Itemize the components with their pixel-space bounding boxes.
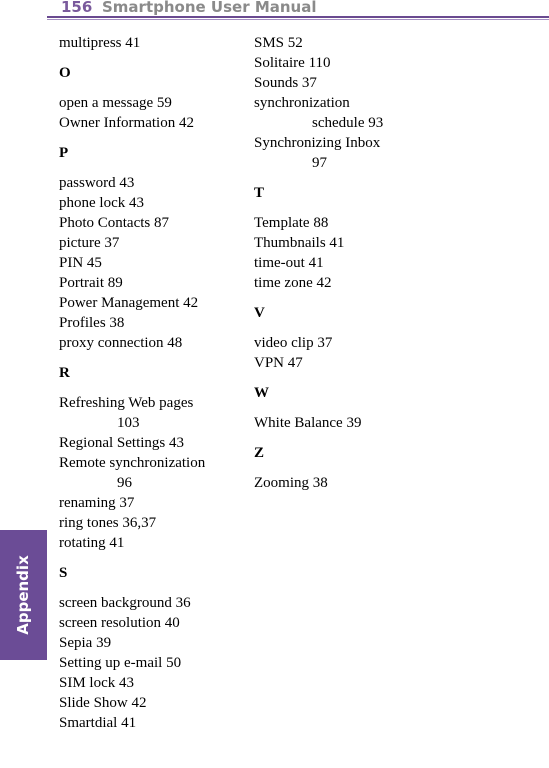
index-entry: Synchronizing Inbox: [254, 135, 381, 151]
index-entry: SMS 52: [254, 35, 303, 51]
index-entry: time zone 42: [254, 275, 332, 291]
index-entry: Sepia 39: [59, 635, 112, 651]
index-entry: video clip 37: [254, 335, 333, 351]
page-header: [0, 0, 549, 20]
index-entry: time-out 41: [254, 255, 324, 271]
index-entry: proxy connection 48: [59, 335, 183, 351]
appendix-tab-label: Appendix: [14, 555, 32, 635]
index-entry: VPN 47: [254, 355, 303, 371]
index-section-letter: T: [254, 185, 265, 201]
index-section-letter: W: [254, 385, 269, 401]
index-entry: Setting up e-mail 50: [59, 655, 182, 671]
index-entry: renaming 37: [59, 495, 135, 511]
index-entry: Template 88: [254, 215, 329, 231]
index-entry-continuation: 103: [117, 415, 140, 431]
index-entry: Slide Show 42: [59, 695, 147, 711]
index-entry: SIM lock 43: [59, 675, 134, 691]
manual-title: Smartphone User Manual: [102, 0, 317, 16]
index-entry: Zooming 38: [254, 475, 328, 491]
index-entry: Sounds 37: [254, 75, 317, 91]
index-entry: password 43: [59, 175, 135, 191]
index-entry: Smartdial 41: [59, 715, 137, 731]
index-entry: Owner Information 42: [59, 115, 194, 131]
index-entry: open a message 59: [59, 95, 172, 111]
index-entry: ring tones 36,37: [59, 515, 157, 531]
index-entry: Regional Settings 43: [59, 435, 184, 451]
index-section-letter: Z: [254, 445, 265, 461]
index-entry: phone lock 43: [59, 195, 144, 211]
header-rule-thin: [47, 19, 549, 20]
index-entry: Thumbnails 41: [254, 235, 345, 251]
index-entry: PIN 45: [59, 255, 102, 271]
index-entry-continuation: 96: [117, 475, 132, 491]
index-entry: picture 37: [59, 235, 120, 251]
index-entry-continuation: schedule 93: [312, 115, 384, 131]
index-entry: White Balance 39: [254, 415, 362, 431]
index-entry: Solitaire 110: [254, 55, 331, 71]
index-column-left: [59, 33, 249, 733]
index-section-letter: V: [254, 305, 265, 321]
index-section-letter: P: [59, 145, 69, 161]
index-entry: synchronization: [254, 95, 350, 111]
index-column-right: [254, 33, 444, 493]
index-section-letter: O: [59, 65, 71, 81]
index-entry-continuation: 97: [312, 155, 327, 171]
index-entry: Photo Contacts 87: [59, 215, 170, 231]
index-entry: Power Management 42: [59, 295, 199, 311]
index-section-letter: S: [59, 565, 68, 581]
index-entry: Refreshing Web pages: [59, 395, 194, 411]
index-entry: Remote synchronization: [59, 455, 206, 471]
index-entry: Profiles 38: [59, 315, 125, 331]
index-section-letter: R: [59, 365, 70, 381]
page-number: 156: [61, 0, 93, 16]
index-entry: rotating 41: [59, 535, 125, 551]
header-rule-thick: [47, 16, 549, 18]
index-entry: screen background 36: [59, 595, 191, 611]
index-entry: Portrait 89: [59, 275, 123, 291]
index-entry: screen resolution 40: [59, 615, 180, 631]
index-entry: multipress 41: [59, 35, 141, 51]
